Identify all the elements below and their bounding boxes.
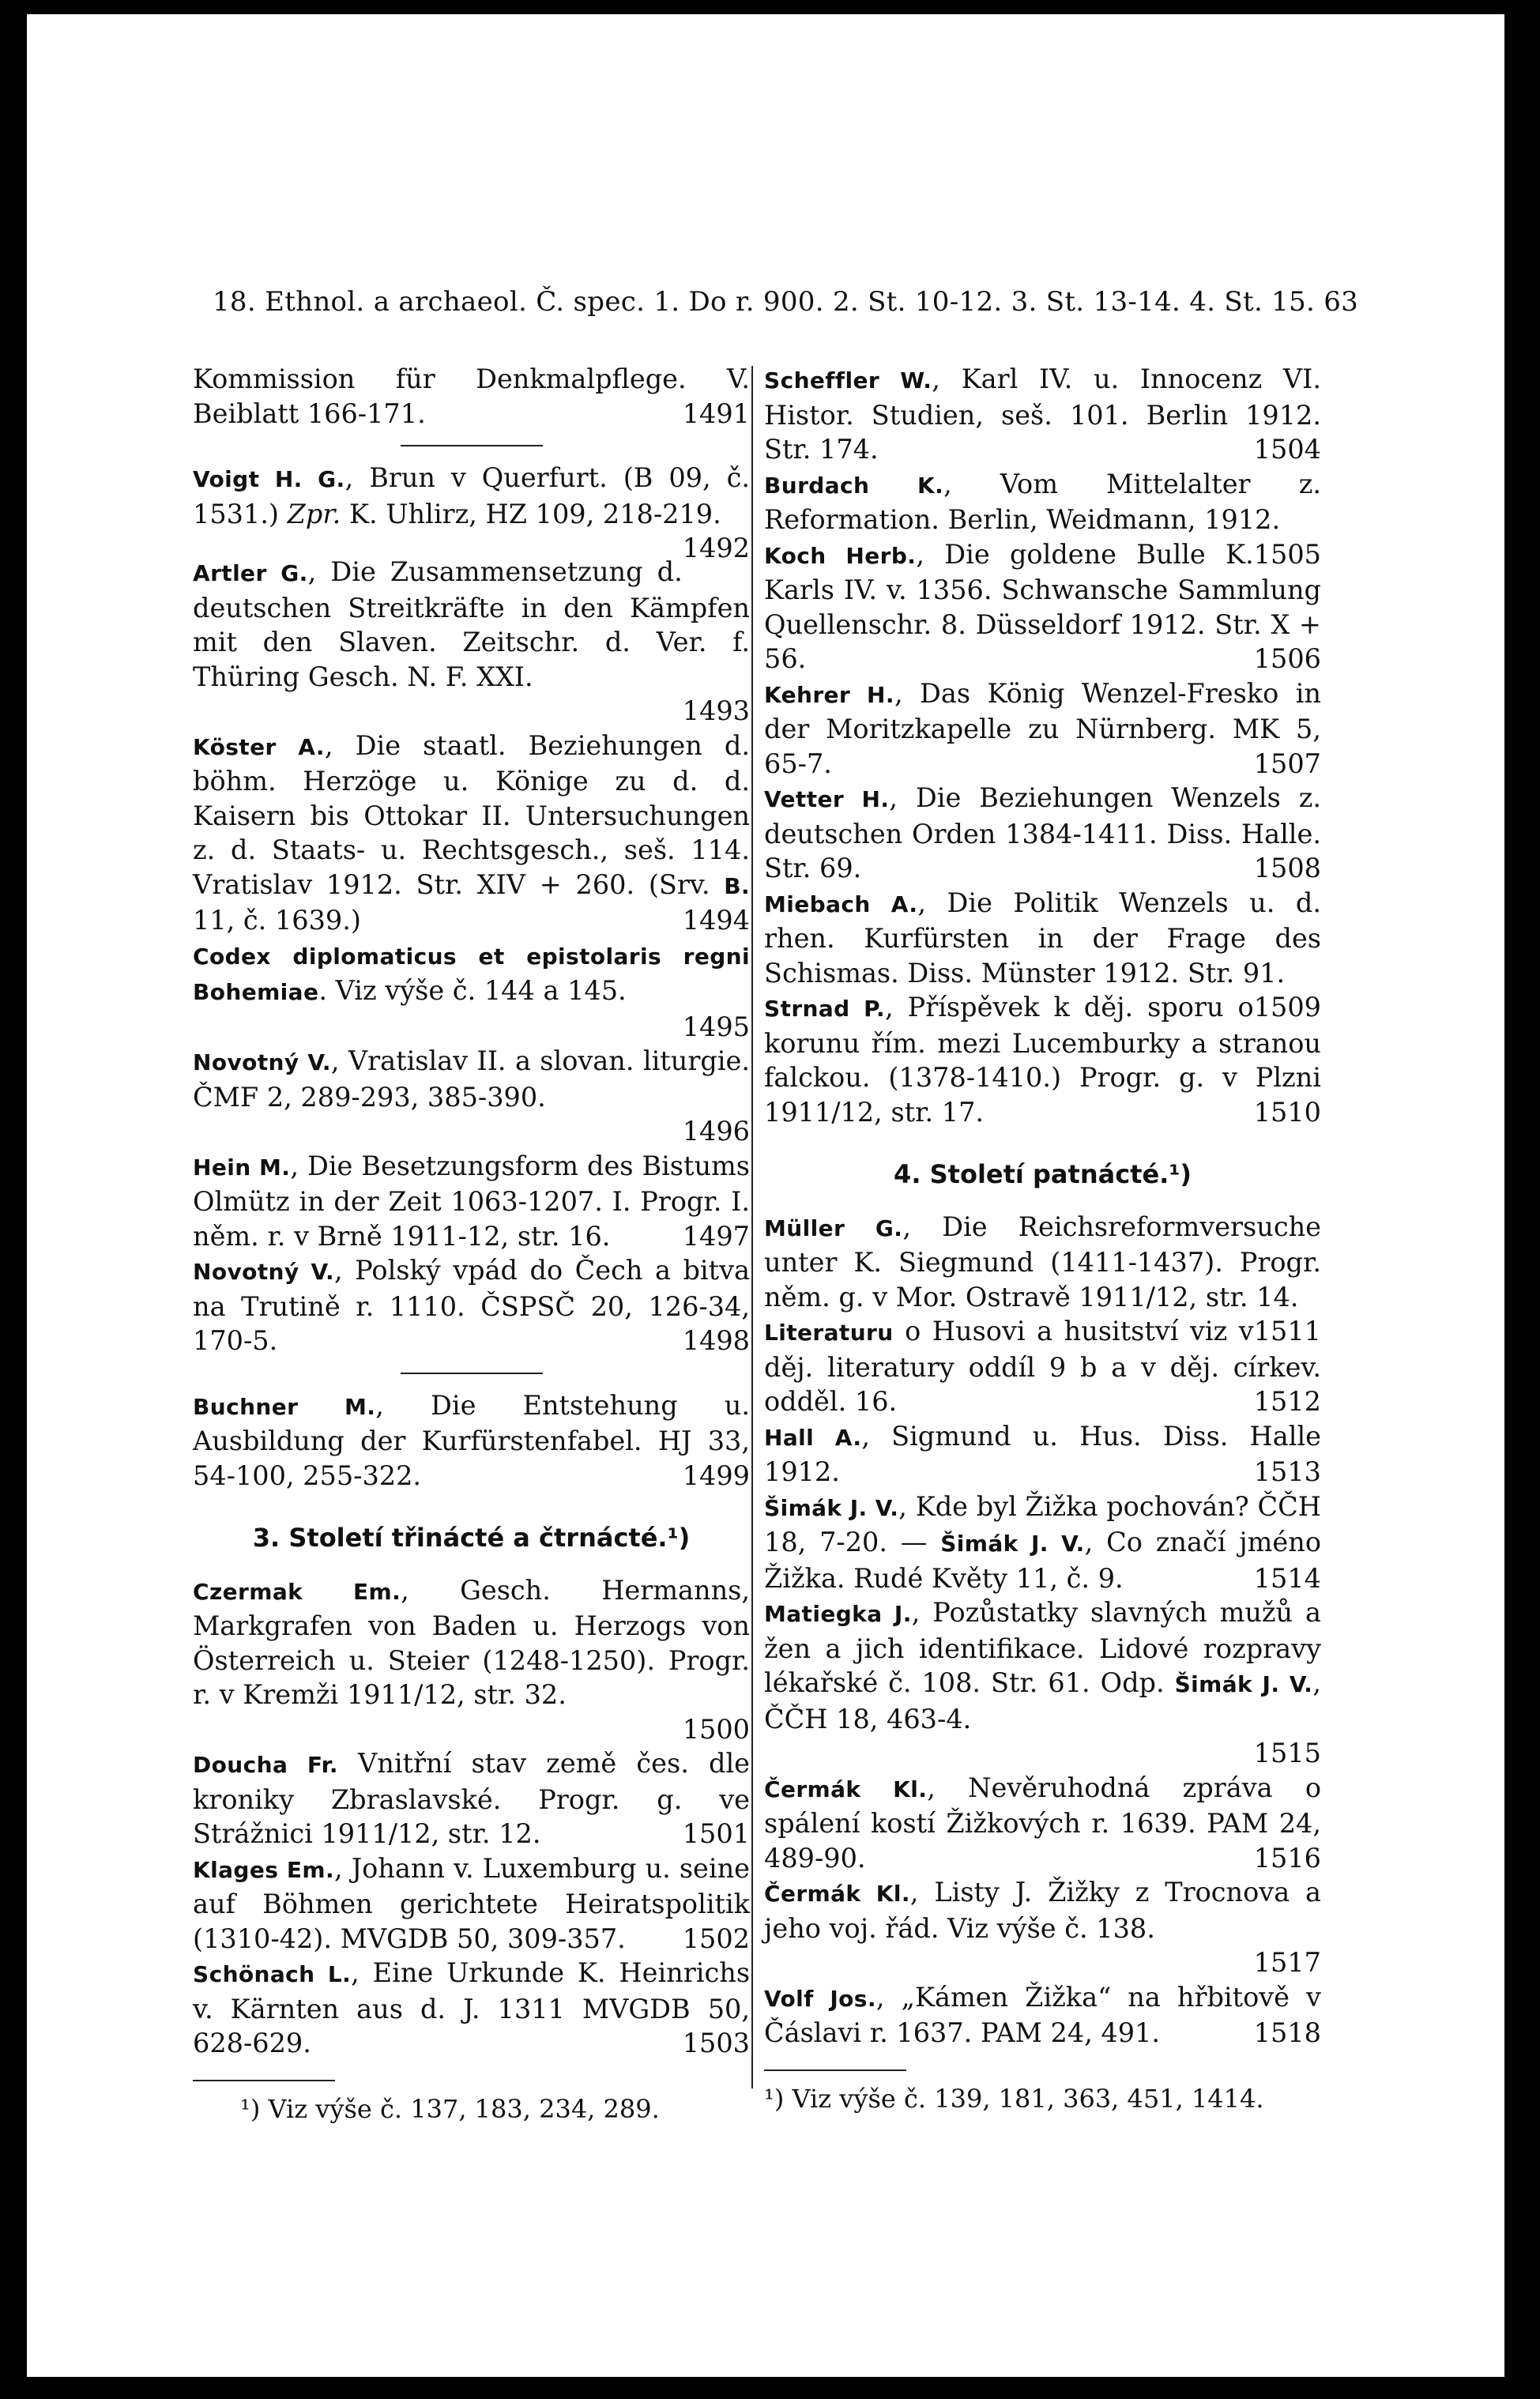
entry-number: 1508 [1253, 853, 1321, 883]
author: Čermák Kl. [764, 1776, 928, 1802]
author: Čermák Kl. [764, 1881, 910, 1907]
entry-1509: Miebach A., Die Politik Wenzels u. d. rhen. Kurfürsten in der Frage des Schismas. Diss. Münster 1912. Str. 91. 1509 [764, 886, 1321, 991]
author: Šimák J. V. [940, 1531, 1085, 1557]
section-heading-3: 3. Století třinácté a čtrnácté.¹) [252, 1523, 691, 1553]
entry-1496: Novotný V., Vratislav II. a slovan. liturgie. ČMF 2, 289-293, 385-390. 1496 [193, 1044, 750, 1149]
entry-1517: Čermák Kl., Listy J. Žižky z Trocnova a jeho voj. řád. Viz výše č. 138. 1517 [764, 1875, 1321, 1980]
author: Hein M. [193, 1154, 291, 1181]
author: Buchner M. [193, 1393, 376, 1420]
footnote: ¹) Viz výše č. 139, 181, 363, 451, 1414. [764, 2083, 1264, 2114]
entry-number: 1505 [1253, 538, 1321, 570]
author: Koch Herb. [764, 542, 917, 569]
entry-1497: Hein M., Die Besetzungsform des Bistums Olmütz in der Zeit 1063-1207. I. Progr. I. něm. r. v Brně 1911-12, str. 16. 1497 [193, 1149, 750, 1254]
entry-number: 1507 [1253, 748, 1321, 779]
author: Klages Em. [193, 1856, 334, 1883]
entry-number: 1503 [682, 2028, 750, 2058]
entry-number: 1492 [682, 533, 750, 563]
author: Novotný V. [193, 1049, 331, 1075]
author: Strnad P. [764, 996, 885, 1022]
entry-number: 1509 [1253, 992, 1321, 1022]
section-heading-4: 4. Století patnácté.¹) [894, 1159, 1192, 1189]
entry-number: 1518 [1253, 2017, 1321, 2048]
entry-number: 1498 [682, 1325, 750, 1356]
entry-number: 1510 [1253, 1096, 1321, 1128]
entry-1507: Kehrer H., Das König Wenzel-Fresko in der Moritzkapelle zu Nürnberg. MK 5, 65-7. 1507 [764, 676, 1321, 781]
entry-number: 1516 [1253, 1842, 1321, 1874]
right-column [764, 362, 1321, 2116]
author: Czermak Em. [193, 1578, 401, 1605]
entry-1493: Artler G., Die Zusammensetzung d. deutschen Streitkräfte in den Kämpfen mit den Slaven. Zeitschr. d. Ver. f. Thüring Gesch. N. F. XXI. 1493 [193, 555, 750, 729]
entry-number: 1502 [682, 1923, 750, 1954]
footnote-rule [193, 2080, 335, 2081]
entry-number: 1515 [1253, 1738, 1321, 1768]
author: Vetter H. [764, 786, 890, 812]
entry-1505: Burdach K., Vom Mittelalter z. Reformation. Berlin, Weidmann, 1912. 1505 [764, 467, 1321, 537]
footnote: ¹) Viz výše č. 137, 183, 234, 289. [240, 2093, 660, 2124]
entry-number: 1512 [1253, 1386, 1321, 1417]
author: Doucha Fr. [193, 1752, 338, 1778]
entry-1513: Hall A., Sigmund u. Hus. Diss. Halle 1912. 1513 [764, 1419, 1321, 1489]
author: Kehrer H. [764, 681, 894, 708]
entry-1492: Voigt H. G., Brun v Querfurt. (B 09, č. 1531.) Zpr. K. Uhlirz, HZ 109, 218-219. 1492 [193, 461, 750, 531]
author: Schönach L. [193, 1961, 352, 1987]
entry-number: 1506 [1253, 643, 1321, 674]
entry-1515: Matiegka J., Pozůstatky slavných mužů a žen a jich identifikace. Lidové rozpravy lékařské č. 108. Str. 61. Odp. Šimák J. V., ČČH 18, 463-4. 1515 [764, 1595, 1321, 1771]
entry-number: 1491 [682, 397, 750, 429]
entry-number: 1501 [682, 1818, 750, 1849]
entry-number: 1513 [1253, 1456, 1321, 1487]
entry-1500: Czermak Em., Gesch. Hermanns, Markgrafen von Baden u. Herzogs von Österreich u. Steier (1248-1250). Progr. r. v Kremži 1911/12, str. 32. 1500 [193, 1573, 750, 1747]
page [27, 14, 1504, 2377]
entry-1498: Novotný V., Polský vpád do Čech a bitva na Trutině r. 1110. ČSPSČ 20, 126-34, 170-5. 1498 [193, 1253, 750, 1358]
entry-number: 1493 [682, 695, 750, 726]
entry-1511: Müller G., Die Reichsreformversuche unter K. Siegmund (1411-1437). Progr. něm. g. v Mor. Ostravě 1911/12, str. 14. 1511 [764, 1210, 1321, 1315]
column-divider [751, 366, 753, 2088]
author: Volf Jos. [764, 1985, 876, 2012]
entry-number: 1496 [682, 1116, 750, 1147]
author: Burdach K. [764, 472, 944, 499]
entry-number: 1504 [1253, 434, 1321, 465]
author: Müller G. [764, 1215, 903, 1241]
entry-1518: Volf Jos., „Kámen Žižka“ na hřbitově v Čáslavi r. 1637. PAM 24, 491. 1518 [764, 1980, 1321, 2051]
entry-number: 1494 [682, 905, 750, 936]
entry-1495: Codex diplomaticus et epistolaris regni Bohemiae. Viz výše č. 144 a 145. 1495 [193, 938, 750, 1045]
author: Artler G. [193, 560, 308, 586]
author: Novotný V. [193, 1259, 335, 1285]
entry-number: 1517 [1253, 1947, 1321, 1978]
entry-1514: Šimák J. V., Kde byl Žižka pochován? ČČH 18, 7-20. — Šimák J. V., Co značí jméno Žižka. Rudé Květy 11, č. 9. 1514 [764, 1489, 1321, 1596]
entry-1491: Kommission für Denkmalpflege. V. Beiblatt 166-171. 1491 [193, 362, 750, 431]
author: Codex diplomaticus et epistolaris regni Bohemiae [193, 943, 750, 1005]
entry-1512: Literaturu o Husovi a husitství viz v děj. literatury oddíl 9 b a v děj. církev. odděl. 16. 1512 [764, 1314, 1321, 1419]
separator-rule [401, 445, 543, 446]
separator-rule [401, 1373, 543, 1374]
entry-1510: Strnad P., Příspěvek k děj. sporu o korunu řím. mezi Lucemburky a stranou falckou. (1378-1410.) Progr. g. v Plzni 1911/12, str. 17. 1510 [764, 990, 1321, 1129]
author: Literaturu [764, 1320, 894, 1346]
entry-1503: Schönach L., Eine Urkunde K. Heinrichs v. Kärnten aus d. J. 1311 MVGDB 50, 628-629. 1503 [193, 1956, 750, 2061]
author: Matiegka J. [764, 1601, 912, 1627]
left-column [193, 362, 750, 2126]
entry-number: 1495 [682, 1011, 750, 1042]
footnote-rule [764, 2069, 906, 2071]
running-header: 18. Ethnol. a archaeol. Č. spec. 1. Do r. 900. 2. St. 10-12. 3. St. 13-14. 4. St. 15. 63 [213, 286, 1359, 318]
entry-1516: Čermák Kl., Nevěruhodná zpráva o spálení kostí Žižkových r. 1639. PAM 24, 489-90. 1516 [764, 1771, 1321, 1876]
entry-1501: Doucha Fr. Vnitřní stav země čes. dle kroniky Zbraslavské. Progr. g. ve Strážnici 1911/12, str. 12. 1501 [193, 1746, 750, 1851]
entry-1508: Vetter H., Die Beziehungen Wenzels z. deutschen Orden 1384-1411. Diss. Halle. Str. 69. 1508 [764, 781, 1321, 886]
entry-1502: Klages Em., Johann v. Luxemburg u. seine auf Böhmen gerichtete Heiratspolitik (1310-42). MVGDB 50, 309-357. 1502 [193, 1851, 750, 1956]
author: Šimák J. V. [764, 1494, 899, 1521]
author: Šimák J. V. [1174, 1671, 1313, 1697]
entry-1504: Scheffler W., Karl IV. u. Innocenz VI. Histor. Studien, seš. 101. Berlin 1912. Str. 174. 1504 [764, 362, 1321, 467]
entry-1506: Koch Herb., Die goldene Bulle K. Karls IV. v. 1356. Schwansche Sammlung Quellenschr. 8. Düsseldorf 1912. Str. X + 56. 1506 [764, 537, 1321, 676]
entry-1499: Buchner M., Die Entstehung u. Ausbildung der Kurfürstenfabel. HJ 33, 54-100, 255-322. 1499 [193, 1388, 750, 1493]
entry-number: 1511 [1253, 1316, 1321, 1346]
author: Hall A. [764, 1424, 862, 1451]
author: Köster A. [193, 733, 325, 760]
author: Scheffler W. [764, 367, 932, 394]
entry-number: 1514 [1253, 1562, 1321, 1594]
entry-number: 1497 [682, 1220, 750, 1252]
entry-1494: Köster A., Die staatl. Beziehungen d. böhm. Herzöge u. Könige zu d. d. Kaisern bis Ottokar II. Untersuchungen z. d. Staats- u. Rechtsgesch., seš. 114. Vratislav 1912. Str. XIV + 260. (Srv. B. 11, č. 1639.) 1494 [193, 729, 750, 938]
entry-number: 1499 [682, 1459, 750, 1491]
author: Miebach A. [764, 891, 918, 917]
author: Voigt H. G. [193, 466, 345, 492]
entry-number: 1500 [682, 1713, 750, 1745]
